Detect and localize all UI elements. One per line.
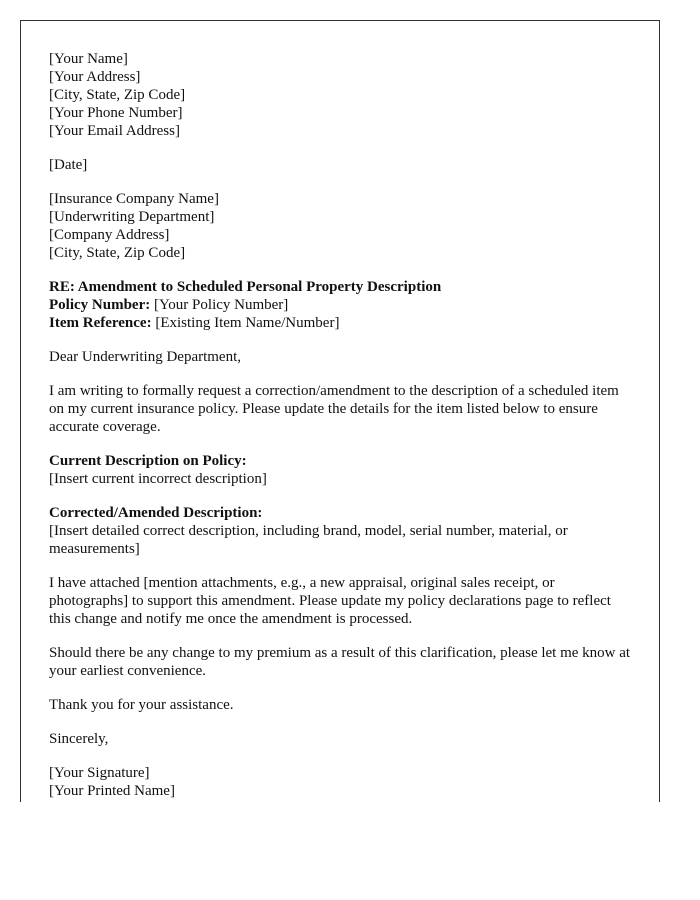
sender-name: [Your Name]: [49, 51, 128, 67]
item-reference-label: Item Reference:: [49, 315, 152, 331]
letter-page: [20, 20, 660, 802]
recipient-address: [Company Address]: [49, 227, 170, 243]
current-description-label: Current Description on Policy:: [49, 453, 247, 469]
signature: [Your Signature]: [49, 765, 150, 781]
recipient-company: [Insurance Company Name]: [49, 191, 219, 207]
premium-paragraph: Should there be any change to my premium as a result of this clarification, please let me know at your earliest convenience.: [49, 645, 631, 679]
reference-block: [49, 278, 631, 332]
corrected-description-value: [Insert detailed correct description, including brand, model, serial number, material, or measurements]: [49, 523, 568, 557]
attachments-paragraph: I have attached [mention attachments, e.g., a new appraisal, original sales receipt, or photographs] to support this amendment. Please update my policy declarations page to reflect this change and notify me once the amendment is processed.: [49, 575, 611, 627]
letter-date: [Date]: [49, 157, 88, 173]
current-description-value: [Insert current incorrect description]: [49, 471, 267, 487]
recipient-department: [Underwriting Department]: [49, 209, 215, 225]
sender-city: [City, State, Zip Code]: [49, 87, 186, 103]
recipient-block: [49, 190, 631, 262]
policy-number-value: [Your Policy Number]: [150, 297, 289, 313]
signature-block: [49, 764, 631, 800]
salutation: Dear Underwriting Department,: [49, 349, 242, 365]
subject-line: RE: Amendment to Scheduled Personal Property Description: [49, 279, 442, 295]
corrected-description: [49, 504, 631, 558]
policy-number-label: Policy Number:: [49, 297, 151, 313]
current-description: [49, 452, 631, 488]
intro-paragraph: I am writing to formally request a correction/amendment to the description of a scheduled item on my current insurance policy. Please update the details for the item listed below to ensure accurate coverage.: [49, 383, 619, 435]
sender-block: [49, 50, 631, 140]
printed-name: [Your Printed Name]: [49, 783, 175, 799]
thanks-line: Thank you for your assistance.: [49, 697, 234, 713]
corrected-description-label: Corrected/Amended Description:: [49, 505, 263, 521]
closing: Sincerely,: [49, 731, 109, 747]
sender-email: [Your Email Address]: [49, 123, 180, 139]
sender-address: [Your Address]: [49, 69, 141, 85]
item-reference-value: [Existing Item Name/Number]: [151, 315, 340, 331]
recipient-city: [City, State, Zip Code]: [49, 245, 186, 261]
sender-phone: [Your Phone Number]: [49, 105, 183, 121]
